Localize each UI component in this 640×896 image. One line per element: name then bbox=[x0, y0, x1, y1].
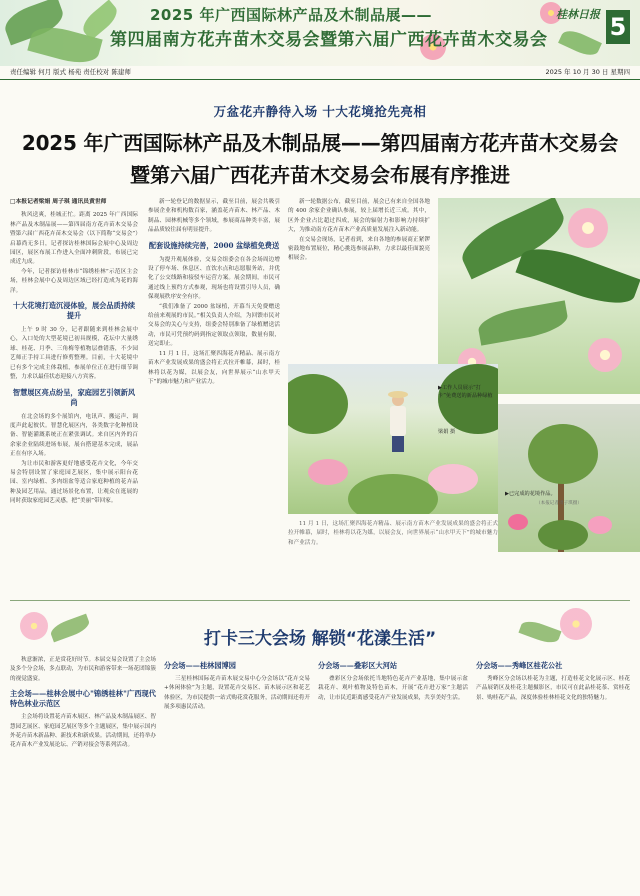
article-byline: □本报记者梁娟 周子琪 通讯员黄世师 bbox=[10, 199, 107, 205]
photo-caption: ▶工作人员展示“打卡”免费送的新品种绿植 bbox=[438, 385, 493, 399]
article-paragraph: 秋风送爽，桂城正忙。距离 2025 年广西国际林产品及木制品展——第四届南方花卉苗木交易会暨第六届广西花卉苗木交易会（以下简称“交易会”）启幕尚无多日，记者探访桂林国际会展中心及周边园区，展区布展工作进入全面冲刺阶段，布展已完成近九成。 bbox=[10, 212, 138, 266]
section-title: 打卡三大会场 解锁“花漾生活” bbox=[203, 629, 437, 649]
article-subheading: 分会场——叠彩区大河站 bbox=[318, 661, 398, 670]
article-subheading: 智慧展区亮点纷呈，家庭园艺引领新风尚 bbox=[12, 387, 136, 407]
photo-staff-with-plants bbox=[288, 364, 498, 514]
article-paragraph: 新一轮数据公布，截至目前，展会已有来自全国各地的 400 余家企业确认参展，较上届增长近三成。其中，区外企业占比超过四成，展会的辐射力和影响力持续扩大，为推动南方花卉苗木产业高质量发展注入新动能。 bbox=[288, 199, 430, 234]
bottom-column-4 bbox=[476, 656, 630, 888]
page-number: 5 bbox=[606, 10, 630, 44]
flower-decoration bbox=[568, 208, 608, 248]
headline-line2: 暨第六届广西花卉苗木交易会布展有序推进 bbox=[130, 163, 510, 187]
headline-line1: 2025 年广西国际林产品及木制品展——第四届南方花卉苗木交易会 bbox=[21, 131, 619, 155]
photo-credit: 梁娟 摄 bbox=[438, 429, 456, 435]
article-column-1 bbox=[10, 198, 138, 596]
article-paragraph: 11 月 1 日，这场汇聚四海花卉精品、展示南方苗木产业发展成果的盛会将正式拉开帷幕，届时，桂林将以花为媒，以展会友，向世界展示“山水甲天下”的城市魅力和产业活力。 bbox=[288, 521, 498, 546]
article-paragraph: 三星桂林国际花卉苗木展交易中心分会场以“花卉交易+休闲体验”为主题，设置花卉交易区、苗木展示区和花艺体验区，为市民提供一站式购花赏花服务，活动期间还将开展多项惠民活动。 bbox=[164, 676, 310, 711]
article-column-3 bbox=[288, 198, 430, 358]
article-column-2 bbox=[148, 198, 280, 596]
article-column-3b bbox=[288, 520, 498, 596]
bottom-column-2 bbox=[164, 656, 310, 888]
photo-flower-border bbox=[498, 404, 640, 552]
flower-decoration bbox=[508, 514, 528, 530]
section-divider bbox=[10, 600, 630, 601]
article-paragraph: 新一轮登记的数据显示，截至目前，展会共吸引参展企业和机构数百家，涵盖花卉苗木、林产品、木制品、园林机械等多个领域，参展商品种类丰富，展品品质较往届有明显提升。 bbox=[148, 199, 280, 234]
article-paragraph: 为提升观展体验，交易会组委会在各会场周边增设了停车场、休息区、直饮水点和志愿服务站，并优化了公交线路和接驳车运营方案。展会期间，市民可通过线上预约方式参观，现场也将设置引导人员，确保观展秩序安全有序。 bbox=[148, 256, 280, 301]
banner-title-line1: 2025 年广西国际林产品及木制品展—— bbox=[150, 6, 432, 24]
article-paragraph: “我们准备了 2000 盆绿植，开幕当天免费赠送给前来观展的市民。”相关负责人介绍，为回馈市民对交易会的关心与支持，组委会特别准备了绿植赠送活动，市民可凭预约码到指定领取点领取，数量有限，送完即止。 bbox=[148, 303, 280, 348]
leaf-decoration bbox=[476, 300, 570, 345]
editor-bar bbox=[0, 66, 640, 80]
bottom-column-3 bbox=[318, 656, 468, 888]
tree-crown bbox=[528, 424, 598, 484]
flower-decoration bbox=[428, 464, 478, 494]
article-paragraph: 叠彩区分会场依托当地特色花卉产业基地，集中展示盆栽花卉、观叶植物及特色苗木，开展“花卉进万家”主题活动，让市民近距离感受花卉产业发展成果，共享美好生活。 bbox=[318, 676, 468, 701]
tree-decoration bbox=[288, 374, 348, 434]
article-paragraph: 11 月 1 日，这场汇聚四海花卉精品、展示南方苗木产业发展成果的盛会将正式拉开帷幕，届时，桂林将以花为媒，以展会友，向世界展示“山水甲天下”的城市魅力和产业活力。 bbox=[148, 350, 280, 385]
article-subheading: 主会场——桂林会展中心"锦绣桂林"广西现代特色林业示范区 bbox=[10, 689, 156, 709]
article-paragraph: 在交易会现场，记者看到，来自各地的参展商正紧锣密鼓地布置展位，精心挑选参展品种，力求以最佳面貌亮相展会。 bbox=[288, 236, 430, 262]
page-banner bbox=[0, 0, 640, 66]
article-subheading: 十大花境打造沉浸体验，展会品质持续提升 bbox=[12, 301, 136, 321]
article-paragraph: 为让市民和游客更好地感受花卉文化，今年交易会特别设置了家庭园艺展区，集中展示阳台花园、室内绿植、多肉组盆等适合家庭种植的花卉品种及园艺用品，通过场景化布置，让观众在逛展的同时获取家庭园艺灵感，把“美丽”带回家。 bbox=[10, 460, 138, 505]
article-subheading: 配套设施持续完善，2000 盆绿植免费送 bbox=[148, 240, 280, 250]
headline-kicker: 万盆花卉静待入场 十大花境抢先亮相 bbox=[213, 104, 427, 119]
leaf-decoration bbox=[515, 239, 640, 314]
article-paragraph: 今年，记者探访桂林市“锦绣桂林”示范区主会场，桂林会展中心及周边区域已经打造成为花的海洋。 bbox=[10, 268, 138, 294]
flower-decoration bbox=[308, 459, 348, 485]
flower-decoration bbox=[588, 338, 622, 372]
article-subheading: 分会场——秀峰区桂花公社 bbox=[476, 661, 563, 670]
tree-decoration bbox=[348, 474, 438, 514]
photo-credit: （本报记者周子琪摄） bbox=[536, 501, 582, 506]
article-paragraph: 秀峰区分会场以桂花为主题，打造桂花文化展示区、桂花产品展销区及桂花主题摄影区，市民可在此品桂花茶、赏桂花景、购桂花产品，深度体验桂林桂花文化的独特魅力。 bbox=[476, 676, 630, 701]
issue-date: 2025 年 10 月 30 日 星期四 bbox=[545, 68, 630, 76]
article-subheading: 分会场——桂林园博园 bbox=[164, 661, 236, 670]
staff-figure bbox=[386, 394, 410, 452]
article-paragraph: 主会场将设置花卉苗木展区、林产品及木制品展区、智慧园艺展区、家庭园艺展区等多个主题展区，集中展示国内外花卉苗木新品种、新技术和新成果。活动期间，还将举办花卉苗木产业发展论坛、产销对接会等系列活动。 bbox=[10, 714, 156, 749]
flower-decoration bbox=[588, 516, 612, 534]
newspaper-logo: 桂林日报 bbox=[556, 8, 600, 21]
banner-title-line2: 第四届南方花卉苗木交易会暨第六届广西花卉苗木交易会 bbox=[110, 30, 548, 50]
shrub bbox=[538, 520, 588, 550]
photo-caption: ▶已完成的花境作品。 bbox=[505, 491, 556, 497]
article-paragraph: 秋意渐浓，正是赏花好时节。本届交易会设置了主会场及多个分会场，多点联动，为市民和游客带来一场花团锦簇的视觉盛宴。 bbox=[10, 657, 156, 682]
editor-credits: 责任编辑 何月 版式 杨苑 责任校对 陈建师 bbox=[10, 68, 131, 76]
article-paragraph: 在北会场的多个展馆内，电讯声、搬运声、调度声此起彼伏。智慧化展区内，各类数字化种植设备、智能灌溉系统正在紧张调试。来自区内外的百余家企业陆续进场布展，展台搭建基本完成，展品正在有序入场。 bbox=[10, 413, 138, 458]
leaf-decoration bbox=[558, 26, 602, 59]
article-paragraph: 上午 9 时 30 分，记者跟随来到桂林会展中心，入口处的大型花境已初具规模，花坛中大量绣球、桂花、月季、三角梅等植物层叠错落，不少园艺师正手持工具进行修剪整理。目前，十大花境中已有多个完成主体栽植，参展单位正在进行细节调整，力求以最佳状态迎接八方宾客。 bbox=[10, 327, 138, 381]
bottom-column-1 bbox=[10, 656, 156, 888]
